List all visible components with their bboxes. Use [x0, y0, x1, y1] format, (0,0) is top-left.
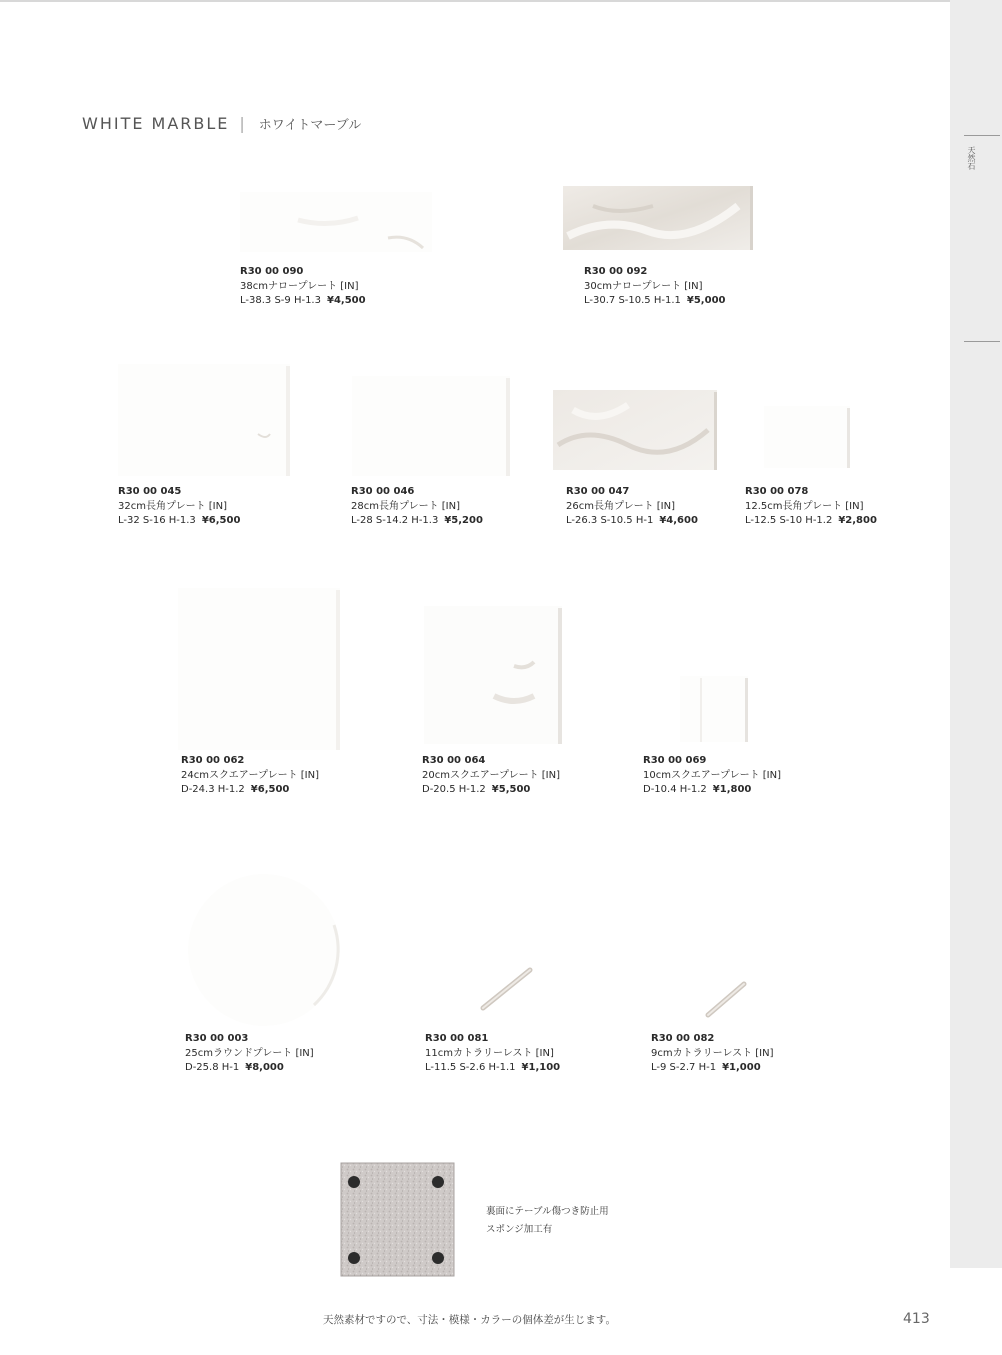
- product-image-10cm-square-plate: [680, 676, 752, 746]
- sponge-note-line1: 裏面にテーブル傷つき防止用: [486, 1206, 609, 1217]
- product-price: ¥5,200: [444, 515, 483, 526]
- product-image-20cm-square-plate: [424, 606, 566, 748]
- product-caption: [351, 485, 483, 529]
- product-image-30cm-narrow-plate: [563, 186, 755, 252]
- product-caption: [422, 754, 560, 798]
- product-price: ¥8,000: [245, 1062, 284, 1073]
- product-image-24cm-square-plate: [178, 588, 344, 754]
- product-caption: [643, 754, 781, 798]
- product-image-38cm-narrow-plate: [238, 190, 434, 254]
- product-name: 32cm長角プレート [IN]: [118, 500, 227, 512]
- product-image-26cm-rectangle-plate: [553, 390, 721, 474]
- product-price: ¥6,500: [250, 784, 290, 795]
- product-caption: [185, 1032, 314, 1076]
- product-name: 30cmナロープレート [IN]: [584, 280, 703, 292]
- product-name: 9cmカトラリーレスト [IN]: [651, 1047, 774, 1059]
- product-code: R30 00 092: [584, 266, 648, 277]
- product-code: R30 00 045: [118, 486, 182, 497]
- product-image-28cm-rectangle-plate: [352, 376, 514, 480]
- product-caption: [566, 485, 698, 529]
- product-caption: [651, 1032, 774, 1076]
- product-image-32cm-rectangle-plate: [118, 364, 294, 480]
- product-name: 12.5cm長角プレート [IN]: [745, 500, 864, 512]
- top-rule: [0, 0, 950, 2]
- product-caption: [240, 265, 366, 309]
- sponge-note-line2: スポンジ加工有: [486, 1224, 553, 1235]
- product-price: ¥5,000: [686, 295, 726, 306]
- product-price: ¥6,500: [201, 515, 241, 526]
- product-code: R30 00 047: [566, 486, 630, 497]
- back-side-sponge-photo: [340, 1162, 456, 1278]
- product-dimensions: D-25.8 H-1: [185, 1062, 240, 1073]
- page-title: [82, 114, 361, 133]
- product-price: ¥1,000: [722, 1062, 761, 1073]
- product-image-11cm-cutlery-rest: [478, 964, 536, 1014]
- product-image-9cm-cutlery-rest: [703, 978, 749, 1020]
- product-name: 10cmスクエアープレート [IN]: [643, 769, 781, 781]
- product-image-12-5cm-rectangle-plate: [764, 406, 854, 472]
- product-name: 20cmスクエアープレート [IN]: [422, 769, 560, 781]
- side-divider-top: [964, 135, 1000, 136]
- product-caption: [584, 265, 725, 309]
- product-caption: [745, 485, 877, 529]
- side-index-tab: [950, 0, 1002, 1268]
- product-price: ¥1,800: [712, 784, 752, 795]
- product-code: R30 00 046: [351, 486, 415, 497]
- product-name: 25cmラウンドプレート [IN]: [185, 1047, 314, 1059]
- sponge-note: [486, 1203, 609, 1239]
- product-price: ¥2,800: [838, 515, 877, 526]
- product-dimensions: D-10.4 H-1.2: [643, 784, 707, 795]
- product-price: ¥4,500: [326, 295, 366, 306]
- product-name: 26cm長角プレート [IN]: [566, 500, 675, 512]
- title-jp: ホワイトマーブル: [258, 118, 362, 133]
- product-dimensions: L-26.3 S-10.5 H-1: [566, 515, 654, 526]
- product-name: 38cmナロープレート [IN]: [240, 280, 359, 292]
- product-image-25cm-round-plate: [184, 870, 344, 1030]
- product-dimensions: L-11.5 S-2.6 H-1.1: [425, 1062, 516, 1073]
- product-code: R30 00 090: [240, 266, 304, 277]
- product-code: R30 00 081: [425, 1033, 489, 1044]
- side-divider-bottom: [964, 341, 1000, 342]
- product-name: 11cmカトラリーレスト [IN]: [425, 1047, 554, 1059]
- product-code: R30 00 069: [643, 755, 707, 766]
- title-separator: |: [239, 114, 245, 133]
- product-dimensions: D-24.3 H-1.2: [181, 784, 245, 795]
- product-code: R30 00 003: [185, 1033, 249, 1044]
- product-code: R30 00 062: [181, 755, 245, 766]
- product-caption: [181, 754, 319, 798]
- product-dimensions: L-32 S-16 H-1.3: [118, 515, 196, 526]
- product-dimensions: L-38.3 S-9 H-1.3: [240, 295, 321, 306]
- product-dimensions: L-30.7 S-10.5 H-1.1: [584, 295, 681, 306]
- product-caption: [425, 1032, 560, 1076]
- product-price: ¥4,600: [659, 515, 698, 526]
- footer-disclaimer: 天然素材ですので、寸法・模様・カラーの個体差が生じます。: [323, 1314, 616, 1326]
- product-dimensions: L-28 S-14.2 H-1.3: [351, 515, 439, 526]
- product-code: R30 00 064: [422, 755, 486, 766]
- product-price: ¥1,100: [521, 1062, 561, 1073]
- side-tab-label: 天然石: [967, 146, 976, 170]
- product-code: R30 00 082: [651, 1033, 715, 1044]
- product-name: 24cmスクエアープレート [IN]: [181, 769, 319, 781]
- product-dimensions: L-9 S-2.7 H-1: [651, 1062, 717, 1073]
- product-dimensions: L-12.5 S-10 H-1.2: [745, 515, 833, 526]
- product-price: ¥5,500: [491, 784, 531, 795]
- title-en: WHITE MARBLE: [82, 114, 230, 133]
- product-code: R30 00 078: [745, 486, 809, 497]
- product-caption: [118, 485, 240, 529]
- product-name: 28cm長角プレート [IN]: [351, 500, 460, 512]
- product-dimensions: D-20.5 H-1.2: [422, 784, 486, 795]
- page-number: 413: [903, 1311, 930, 1327]
